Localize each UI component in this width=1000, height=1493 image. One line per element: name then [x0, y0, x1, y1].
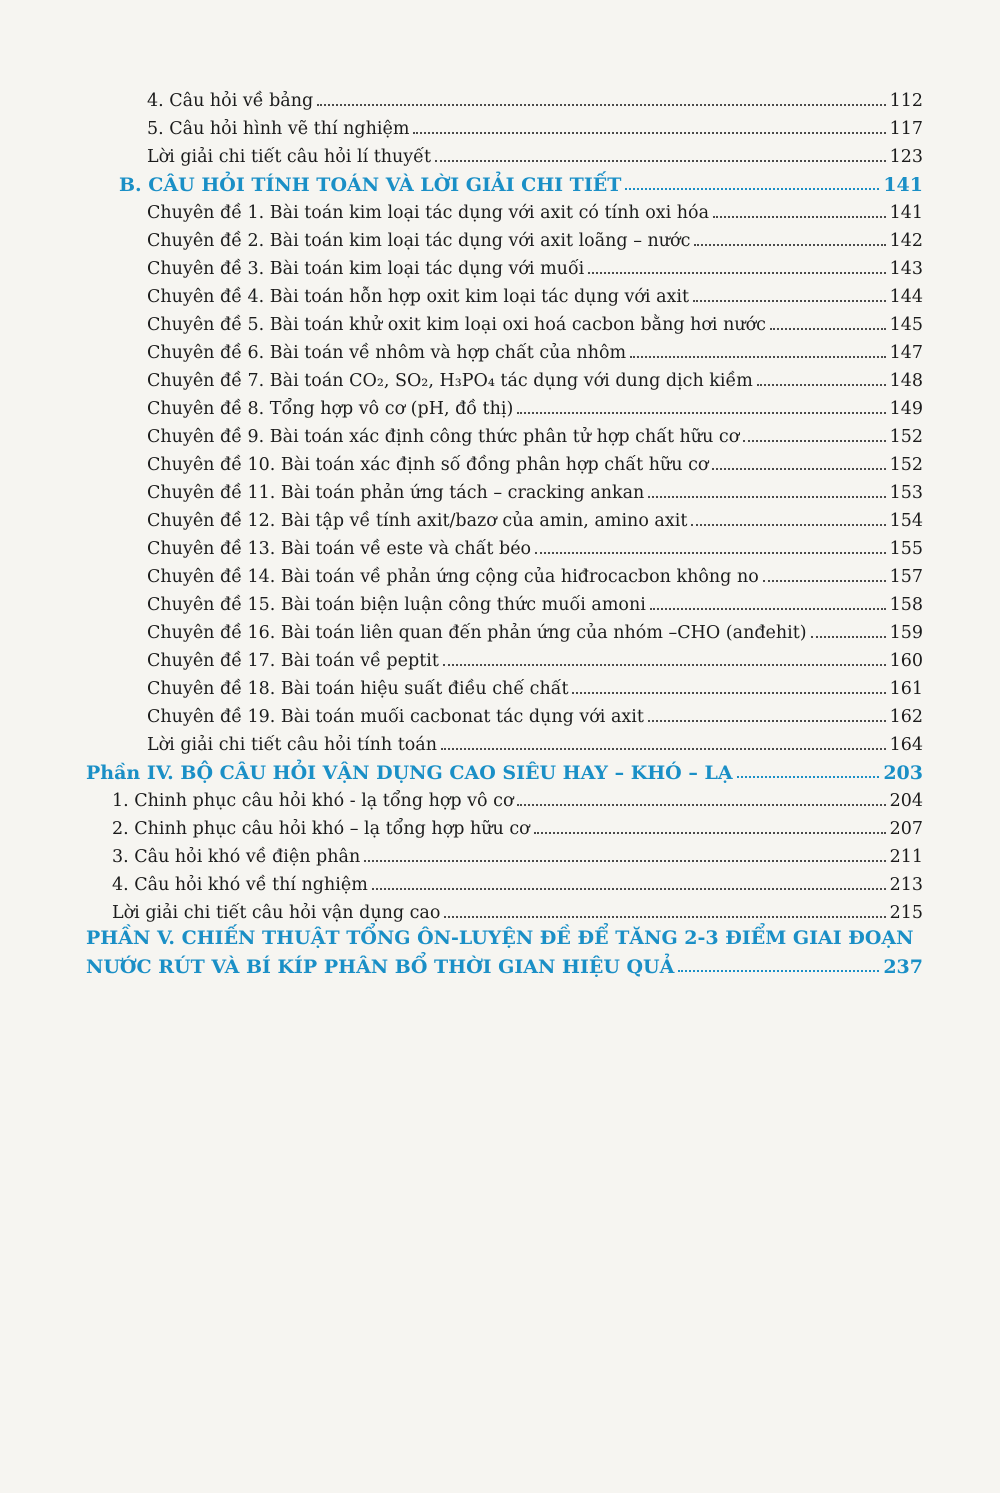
dot-leader	[435, 160, 886, 162]
toc-entry-label: B. CÂU HỎI TÍNH TOÁN VÀ LỜI GIẢI CHI TIẾT	[119, 174, 622, 196]
toc-entry-label: Chuyên đề 10. Bài toán xác định số đồng phân hợp chất hữu cơ	[147, 455, 709, 475]
dot-leader	[364, 860, 885, 862]
dot-leader	[630, 356, 885, 358]
toc-entry[interactable]	[147, 618, 923, 644]
toc-entry-label: Chuyên đề 12. Bài tập về tính axit/bazơ của amin, amino axit	[147, 511, 688, 531]
toc-entry[interactable]	[147, 254, 923, 280]
toc-part5-line1[interactable]: PHẦN V. CHIẾN THUẬT TỔNG ÔN-LUYỆN ĐỀ ĐỂ TĂNG 2-3 ĐIỂM GIAI ĐOẠN	[86, 927, 914, 949]
toc-entry[interactable]	[147, 142, 923, 168]
dot-leader	[678, 970, 879, 972]
dot-leader	[535, 552, 885, 554]
toc-entry-label: Chuyên đề 11. Bài toán phản ứng tách – cracking ankan	[147, 483, 645, 503]
toc-entry[interactable]	[147, 86, 923, 112]
toc-entry-label: 1. Chinh phục câu hỏi khó - lạ tổng hợp vô cơ	[112, 791, 514, 811]
toc-entry-page: 213	[889, 875, 923, 895]
toc-entry-label: Chuyên đề 3. Bài toán kim loại tác dụng với muối	[147, 259, 585, 279]
toc-entry-page: 237	[883, 956, 923, 978]
dot-leader	[372, 888, 886, 890]
toc-entry-page: 215	[889, 903, 923, 923]
dot-leader	[413, 132, 885, 134]
toc-entry-label: Chuyên đề 6. Bài toán về nhôm và hợp chất của nhôm	[147, 343, 627, 363]
toc-entry-page: 157	[889, 567, 923, 587]
toc-entry-page: 211	[889, 847, 923, 867]
toc-entry[interactable]	[112, 842, 923, 868]
toc-entry-page: 154	[889, 511, 923, 531]
toc-entry-page: 159	[889, 623, 923, 643]
toc-entry-label: Chuyên đề 15. Bài toán biện luận công thức muối amoni	[147, 595, 646, 615]
toc-entry-label: Chuyên đề 14. Bài toán về phản ứng cộng của hiđrocacbon không no	[147, 567, 759, 587]
dot-leader	[691, 524, 885, 526]
toc-entry-label: 5. Câu hỏi hình vẽ thí nghiệm	[147, 119, 410, 139]
toc-entry-label: Chuyên đề 7. Bài toán CO₂, SO₂, H₃PO₄ tác dụng với dung dịch kiềm	[147, 371, 753, 391]
dot-leader	[625, 188, 879, 190]
toc-entry-page: 147	[889, 343, 923, 363]
dot-leader	[757, 384, 886, 386]
toc-entry-page: 207	[889, 819, 923, 839]
toc-entry-label: 4. Câu hỏi về bảng	[147, 91, 314, 111]
toc-entry[interactable]	[147, 590, 923, 616]
toc-entry[interactable]	[147, 198, 923, 224]
toc-entry-label: Lời giải chi tiết câu hỏi lí thuyết	[147, 147, 431, 167]
toc-entry[interactable]	[147, 366, 923, 392]
toc-entry[interactable]	[147, 310, 923, 336]
toc-entry-label: Phần IV. BỘ CÂU HỎI VẬN DỤNG CAO SIÊU HAY – KHÓ – LẠ	[86, 762, 733, 784]
toc-entry[interactable]	[147, 674, 923, 700]
toc-entry-page: 117	[889, 119, 923, 139]
toc-entry[interactable]	[147, 394, 923, 420]
toc-entry-page: 162	[889, 707, 923, 727]
toc-entry[interactable]	[147, 478, 923, 504]
toc-entry[interactable]	[147, 646, 923, 672]
toc-entry[interactable]	[147, 702, 923, 728]
toc-entry-page: 142	[889, 231, 923, 251]
toc-entry-label: Chuyên đề 16. Bài toán liên quan đến phản ứng của nhóm –CHO (anđehit)	[147, 623, 807, 643]
toc-entry[interactable]	[147, 282, 923, 308]
toc-entry-page: 160	[889, 651, 923, 671]
toc-entry-label: Chuyên đề 5. Bài toán khử oxit kim loại oxi hoá cacbon bằng hơi nước	[147, 315, 766, 335]
toc-entry[interactable]	[147, 338, 923, 364]
toc-entry-page: 148	[889, 371, 923, 391]
toc-entry-label: Lời giải chi tiết câu hỏi vận dụng cao	[112, 903, 441, 923]
toc-entry-page: 112	[889, 91, 923, 111]
dot-leader	[517, 412, 885, 414]
toc-entry-page: 145	[889, 315, 923, 335]
toc-entry-label: NƯỚC RÚT VÀ BÍ KÍP PHÂN BỔ THỜI GIAN HIỆU QUẢ	[86, 956, 675, 978]
toc-entry-label: Lời giải chi tiết câu hỏi tính toán	[147, 735, 437, 755]
dot-leader	[713, 216, 886, 218]
toc-entry-page: 143	[889, 259, 923, 279]
toc-entry-page: 158	[889, 595, 923, 615]
dot-leader	[444, 916, 885, 918]
toc-entry-label: 3. Câu hỏi khó về điện phân	[112, 847, 361, 867]
toc-entry[interactable]	[147, 450, 923, 476]
dot-leader	[517, 804, 885, 806]
dot-leader	[694, 244, 885, 246]
dot-leader	[317, 104, 885, 106]
toc-entry-page: 149	[889, 399, 923, 419]
toc-entry-label: Chuyên đề 9. Bài toán xác định công thức phân tử hợp chất hữu cơ	[147, 427, 740, 447]
toc-entry[interactable]	[112, 814, 923, 840]
dot-leader	[588, 272, 885, 274]
toc-section-heading[interactable]	[119, 170, 923, 196]
dot-leader	[534, 832, 886, 834]
toc-entry-label: Chuyên đề 18. Bài toán hiệu suất điều chế chất	[147, 679, 569, 699]
toc-entry[interactable]	[112, 870, 923, 896]
toc-entry-page: 153	[889, 483, 923, 503]
dot-leader	[712, 468, 885, 470]
toc-entry-label: Chuyên đề 17. Bài toán về peptit	[147, 651, 439, 671]
dot-leader	[737, 776, 880, 778]
toc-entry-label: Chuyên đề 4. Bài toán hỗn hợp oxit kim loại tác dụng với axit	[147, 287, 690, 307]
dot-leader	[443, 664, 886, 666]
toc-entry-page: 164	[889, 735, 923, 755]
toc-entry-label: 2. Chinh phục câu hỏi khó – lạ tổng hợp hữu cơ	[112, 819, 530, 839]
dot-leader	[693, 300, 886, 302]
toc-entry-label: Chuyên đề 13. Bài toán về este và chất béo	[147, 539, 532, 559]
toc-entry[interactable]	[147, 534, 923, 560]
toc-entry[interactable]	[147, 730, 923, 756]
toc-part5-line2[interactable]	[86, 952, 923, 978]
toc-entry-page: 144	[889, 287, 923, 307]
dot-leader	[441, 748, 886, 750]
toc-entry[interactable]	[147, 562, 923, 588]
dot-leader	[770, 328, 886, 330]
toc-entry-label: Chuyên đề 19. Bài toán muối cacbonat tác dụng với axit	[147, 707, 644, 727]
toc-part-heading[interactable]	[86, 758, 923, 784]
toc-entry-label: 4. Câu hỏi khó về thí nghiệm	[112, 875, 368, 895]
dot-leader	[572, 692, 885, 694]
toc-entry-page: 141	[883, 174, 923, 196]
toc-entry-page: 152	[889, 427, 923, 447]
toc-entry-page: 203	[883, 762, 923, 784]
toc-entry[interactable]	[147, 226, 923, 252]
toc-entry-page: 152	[889, 455, 923, 475]
dot-leader	[650, 608, 886, 610]
toc-entry-page: 141	[889, 203, 923, 223]
dot-leader	[648, 720, 886, 722]
toc-entry-label: Chuyên đề 1. Bài toán kim loại tác dụng với axit có tính oxi hóa	[147, 203, 710, 223]
toc-entry-page: 155	[889, 539, 923, 559]
toc-entry-page: 123	[889, 147, 923, 167]
toc-entry[interactable]	[112, 786, 923, 812]
toc-entry-page: 161	[889, 679, 923, 699]
dot-leader	[811, 636, 886, 638]
dot-leader	[743, 440, 885, 442]
toc-entry-label: Chuyên đề 2. Bài toán kim loại tác dụng với axit loãng – nước	[147, 231, 691, 251]
toc-entry[interactable]	[147, 422, 923, 448]
toc-entry-label: Chuyên đề 8. Tổng hợp vô cơ (pH, đồ thị)	[147, 399, 514, 419]
toc-entry[interactable]	[147, 114, 923, 140]
toc-entry[interactable]	[112, 898, 923, 924]
dot-leader	[763, 580, 886, 582]
toc-entry-page: 204	[889, 791, 923, 811]
dot-leader	[648, 496, 885, 498]
toc-entry[interactable]	[147, 506, 923, 532]
